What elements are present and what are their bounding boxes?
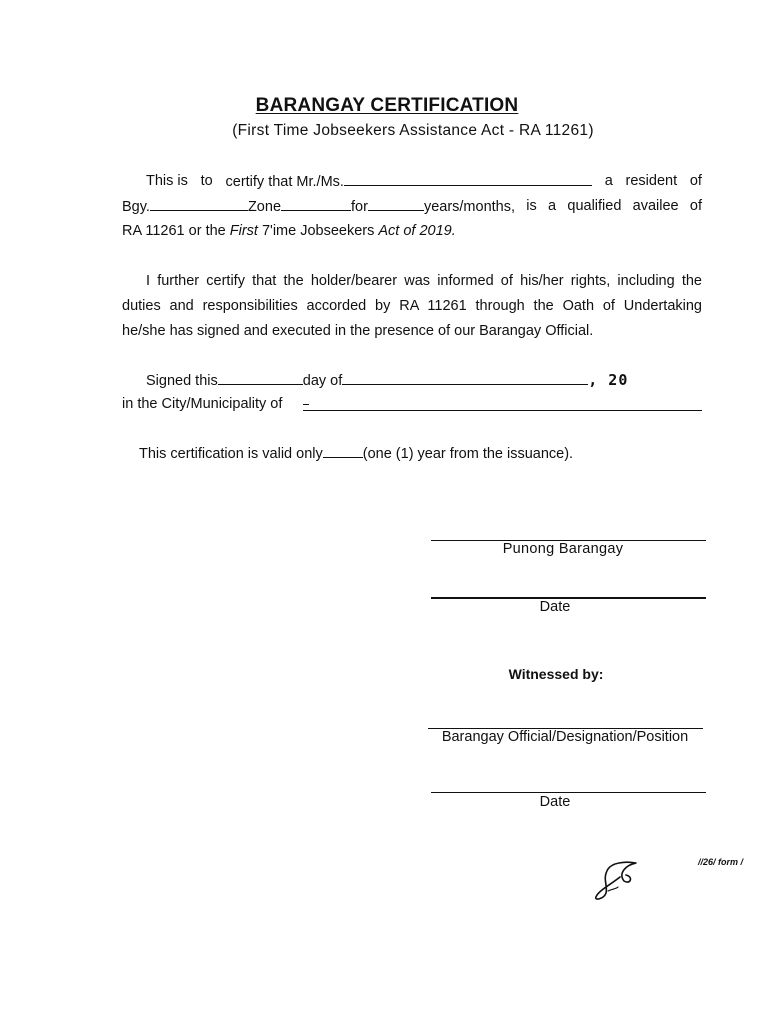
validity-prefix: This certification is valid only [139, 446, 323, 462]
barangay-official-label: Barangay Official/Designation/Position [441, 729, 689, 745]
date-2-line[interactable] [431, 792, 706, 793]
barangay-blank[interactable] [150, 197, 248, 211]
p1-text-first: First [229, 223, 258, 239]
paragraph-1-line-2 [122, 197, 702, 216]
paragraph-1-line-1 [146, 172, 702, 191]
p1-text-availee: availee [632, 198, 679, 214]
witnessed-by-label: Witnessed by: [508, 666, 604, 682]
form-code: //26/ form / [698, 857, 744, 867]
p1-text-time: 7'ime Jobseekers [257, 223, 379, 239]
duration-blank[interactable] [368, 197, 424, 211]
punong-barangay-label: Punong Barangay [502, 541, 624, 557]
p1-text-ra: RA 11261 or the [122, 223, 230, 239]
p1-text-a: a [604, 173, 613, 189]
p1-text-of2: of [689, 198, 702, 214]
paragraph-2-line-2: duties and responsibilities accorded by RA 11261 through the Oath of Undertaking [122, 298, 702, 314]
p1-text-is: is [526, 198, 537, 214]
p1-text-act: Act of 2019. [378, 223, 456, 239]
city-blank-tick [303, 404, 309, 405]
p1-certify-group [226, 172, 592, 191]
month-blank[interactable] [342, 371, 588, 385]
day-blank[interactable] [218, 371, 303, 385]
p1-text-to: to [200, 173, 213, 189]
validity-suffix: (one (1) year from the issuance). [362, 446, 574, 462]
paragraph-2-line-1: I further certify that the holder/bearer was informed of his/her rights, including the [146, 273, 702, 289]
paragraph-2-line-3: he/she has signed and executed in the presence of our Barangay Official. [122, 323, 594, 339]
p1-text-bgy: Bgy. [122, 199, 150, 215]
name-blank[interactable] [344, 172, 592, 186]
city-blank[interactable] [303, 410, 702, 411]
p1-bgy-group [122, 197, 515, 216]
p1-text-this-is: This is [146, 173, 188, 189]
date-1-label: Date [539, 599, 571, 615]
handwritten-signature-icon [586, 855, 642, 908]
date-2-label: Date [539, 794, 571, 810]
document-subtitle: (First Time Jobseekers Assistance Act - RA 11261) [232, 122, 594, 139]
paragraph-1-line-3 [122, 222, 702, 240]
zone-blank[interactable] [281, 197, 351, 211]
signed-this-label: Signed this [146, 373, 218, 389]
validity-line [139, 444, 699, 463]
p1-text-resident: resident [625, 173, 678, 189]
p1-text-certify: certify that Mr./Ms. [225, 174, 344, 190]
signed-line [146, 371, 706, 390]
p1-text-for: for [351, 199, 368, 215]
p1-text-zone: Zone [247, 199, 282, 215]
p1-text-years: years/months, [423, 199, 516, 215]
validity-blank[interactable] [323, 444, 363, 458]
day-of-label: day of [302, 373, 343, 389]
p1-text-qualified: qualified [567, 198, 622, 214]
year-label: , 20 [588, 371, 629, 389]
document-title: BARANGAY CERTIFICATION [255, 95, 519, 116]
p1-text-of: of [689, 173, 702, 189]
p1-text-a2: a [548, 198, 557, 214]
city-label: in the City/Municipality of [122, 396, 283, 412]
